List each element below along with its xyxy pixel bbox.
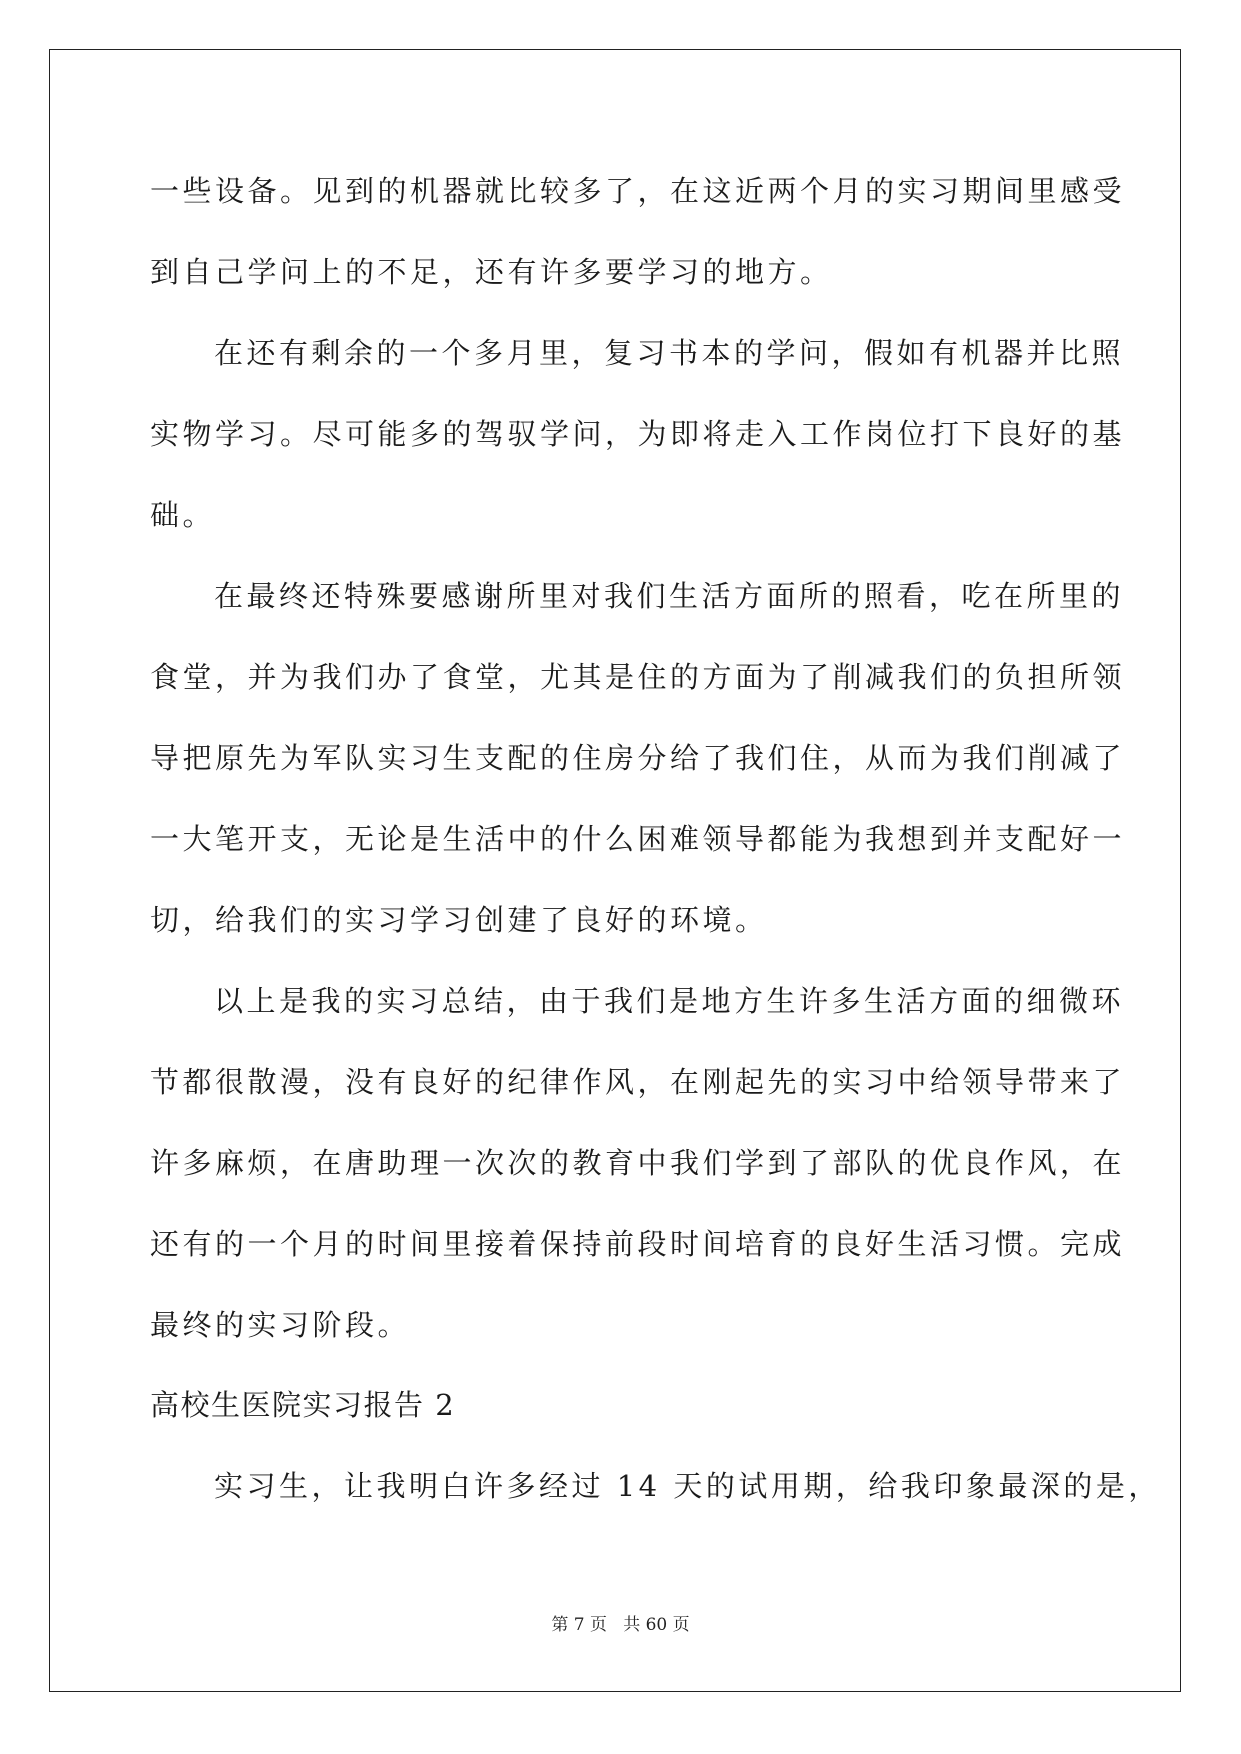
text-line: 础。	[150, 498, 216, 532]
text-line: 到自己学问上的不足，还有许多要学习的地方。	[150, 255, 833, 289]
text-line: 最终的实习阶段。	[150, 1308, 411, 1342]
text-line: 实物学习。尽可能多的驾驭学问，为即将走入工作岗位打下良好的基	[150, 417, 1126, 451]
text-line: 节都很散漫，没有良好的纪律作风，在刚起先的实习中给领导带来了	[150, 1065, 1126, 1099]
text-line: 还有的一个月的时间里接着保持前段时间培育的良好生活习惯。完成	[150, 1227, 1126, 1261]
text-line: 以上是我的实习总结，由于我们是地方生许多生活方面的细微环	[214, 984, 1125, 1018]
text-line: 一大笔开支，无论是生活中的什么困难领导都能为我想到并支配好一	[150, 822, 1126, 856]
text-line: 一些设备。见到的机器就比较多了，在这近两个月的实习期间里感受	[150, 174, 1126, 208]
section-heading: 高校生医院实习报告 2	[150, 1388, 456, 1422]
page-border	[49, 49, 1181, 1692]
text-line: 在最终还特殊要感谢所里对我们生活方面所的照看，吃在所里的	[214, 579, 1125, 613]
text-line: 实习生，让我明白许多经过 14 天的试用期，给我印象最深的是，	[214, 1469, 1161, 1503]
text-line: 在还有剩余的一个多月里，复习书本的学问，假如有机器并比照	[214, 336, 1125, 370]
page-number: 第 7 页 共 60 页	[551, 1615, 690, 1635]
text-line: 许多麻烦，在唐助理一次次的教育中我们学到了部队的优良作风，在	[150, 1146, 1126, 1180]
text-line: 导把原先为军队实习生支配的住房分给了我们住，从而为我们削减了	[150, 741, 1126, 775]
text-line: 食堂，并为我们办了食堂，尤其是住的方面为了削减我们的负担所领	[150, 660, 1126, 694]
text-line: 切，给我们的实习学习创建了良好的环境。	[150, 903, 768, 937]
